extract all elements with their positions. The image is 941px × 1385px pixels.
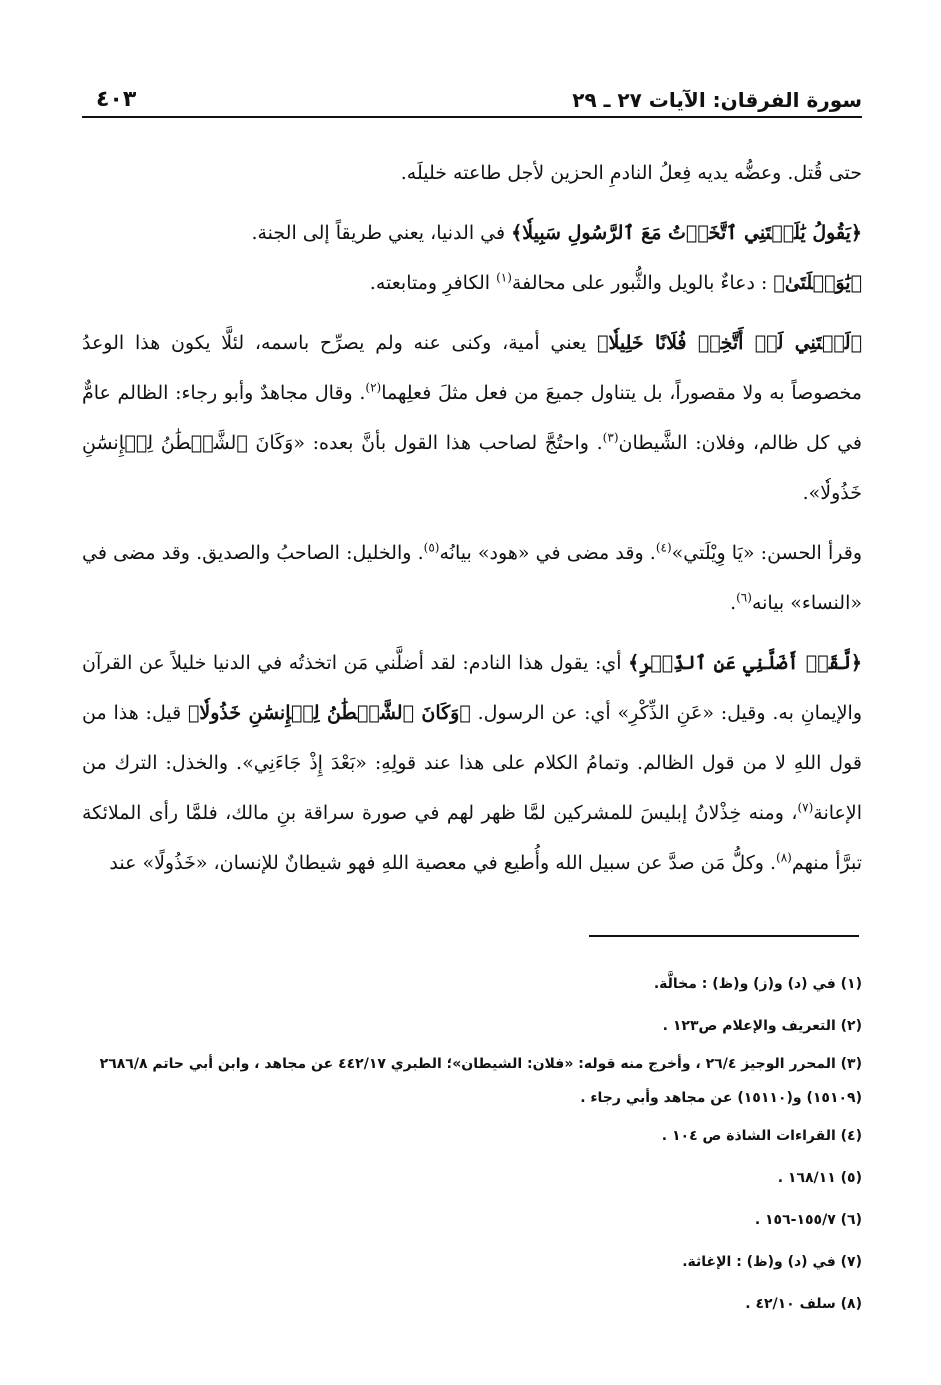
footnote-ref-5[interactable]: (٥)	[423, 540, 440, 555]
page-header	[82, 74, 862, 118]
text-span: الكافرِ ومتابعته.	[369, 272, 491, 294]
text-span: . والخليل: الصاحبُ والصديق. وقد مضى في «النساء» بيانه	[82, 542, 862, 614]
quran-verse: ﴿يَقُولُ يَٰلَيۡتَنِي ٱتَّخَذۡتُ مَعَ ٱلرَّسُولِ سَبِيلٗا﴾	[511, 222, 862, 244]
footnote-ref-6[interactable]: (٦)	[736, 590, 752, 605]
footnote-3: (٣) المحرر الوجيز ٢٦/٤ ، وأخرج منه قوله: «فلان: الشيطان»؛ الطبري ٤٤٢/١٧ عن مجاهد ، وابن أبي حاتم ٢٦٨٦/٨ (١٥١٠٩) و(١٥١١٠) عن مجاهد وأبي رجاء .	[99, 1056, 862, 1106]
footnote-6: (٦) ١٥٥/٧-١٥٦ .	[754, 1212, 862, 1228]
paragraph-2	[82, 208, 862, 308]
text-span: قيل: هذا من قول اللهِ لا من قول الظالم. وتمامُ الكلام على هذا عند قولِهِ: «بَعْدَ إِذْ جَاءَنِي». والخذل: الترك من الإعانة	[82, 702, 862, 824]
running-title: سورة الفرقان: الآيات ٢٧ ـ ٢٩	[572, 88, 862, 112]
quran-verse: ﴿لَّقَدۡ أَضَلَّنِي عَنِ ٱلذِّكۡرِ﴾	[628, 652, 862, 674]
footnote-1: (١) في (د) و(ز) و(ظ) : مخالَّة.	[653, 976, 862, 992]
text-span: . وقال مجاهدٌ وأبو رجاء: الظالم عامٌّ في كل ظالم، وفلان: الشَّيطان	[82, 382, 862, 454]
footnote-ref-8[interactable]: (٨)	[776, 850, 792, 865]
text-span: : دعاءٌ بالويل والثُّبور على محالفة	[511, 272, 768, 294]
paragraph-3	[82, 318, 862, 518]
text-span: وقرأ الحسن: «يَا وِيْلَتي»	[671, 542, 863, 564]
footnote-2: (٢) التعريف والإعلام ص١٢٣ .	[662, 1018, 862, 1034]
footnote-divider	[589, 935, 859, 937]
quran-verse: ﴿يَٰوَيۡلَتَىٰ﴾	[773, 272, 862, 294]
paragraph-5	[82, 638, 862, 888]
text-span: أي: يقول هذا النادم: لقد أضلَّني مَن اتخذتُه في الدنيا خليلاً عن القرآن والإيمانِ به. وقيل: «عَنِ الذِّكْرِ» أي: عن الرسول.	[82, 652, 863, 724]
paragraph-1	[82, 148, 862, 198]
footnote-ref-3[interactable]: (٣)	[602, 430, 619, 445]
footnote-8: (٨) سلف ٤٢/١٠ .	[745, 1296, 862, 1312]
footnotes	[82, 963, 862, 1325]
quran-verse: ﴿لَيۡتَنِي لَمۡ أَتَّخِذۡ فُلَانًا خَلِيلٗا﴾	[597, 332, 862, 354]
text-span: في الدنيا، يعني طريقاً إلى الجنة.	[251, 222, 506, 244]
main-text	[82, 148, 862, 898]
paragraph-4	[82, 528, 862, 628]
footnote-ref-1[interactable]: (١)	[496, 270, 512, 285]
text-span: حتى قُتل. وعضُّه يديه فِعلُ النادمِ الحزين لأجل طاعته خليلَه.	[400, 162, 862, 184]
text-span: . وكلُّ مَن صدَّ عن سبيل الله وأُطيع في معصية اللهِ فهو شيطانٌ للإنسان، «خَذُولًا» عند	[109, 852, 777, 874]
text-span: . وقد مضى في «هود» بيانُه	[439, 542, 656, 564]
text-span: .	[730, 592, 737, 614]
footnote-ref-2[interactable]: (٢)	[365, 380, 382, 395]
quran-verse: ﴿وَكَانَ ٱلشَّيۡطَٰنُ لِلۡإِنسَٰنِ خَذُولٗا﴾	[187, 702, 471, 724]
footnote-ref-7[interactable]: (٧)	[797, 800, 814, 815]
footnote-4: (٤) القراءات الشاذة ص ١٠٤ .	[661, 1128, 862, 1144]
footnote-7: (٧) في (د) و(ظ) : الإغاثة.	[682, 1254, 862, 1270]
text-span: يعني أمية، وكنى عنه ولم يصرِّح باسمه، لئلَّا يكون هذا الوعدُ مخصوصاً به ولا مقصوراً، بل يتناول جميعَ من فعل مثلَ فعلِهما	[82, 332, 862, 404]
footnote-5: (٥) ١٦٨/١١ .	[777, 1170, 862, 1186]
page-number: ٤٠٣	[96, 87, 137, 112]
text-span: . واحتُجَّ لصاحب هذا القول بأنَّ بعده: «وَكَانَ ٱلشَّيۡطَٰنُ لِلۡإِنسَٰنِ خَذُولٗا».	[82, 432, 862, 504]
text-span: ، ومنه خِذْلانُ إبليسَ للمشركين لمَّا ظهر لهم في صورة سراقة بنِ مالك، فلمَّا رأى الملائكة تبرَّأ منهم	[82, 802, 862, 874]
footnote-ref-4[interactable]: (٤)	[655, 540, 672, 555]
header-divider	[82, 116, 862, 118]
